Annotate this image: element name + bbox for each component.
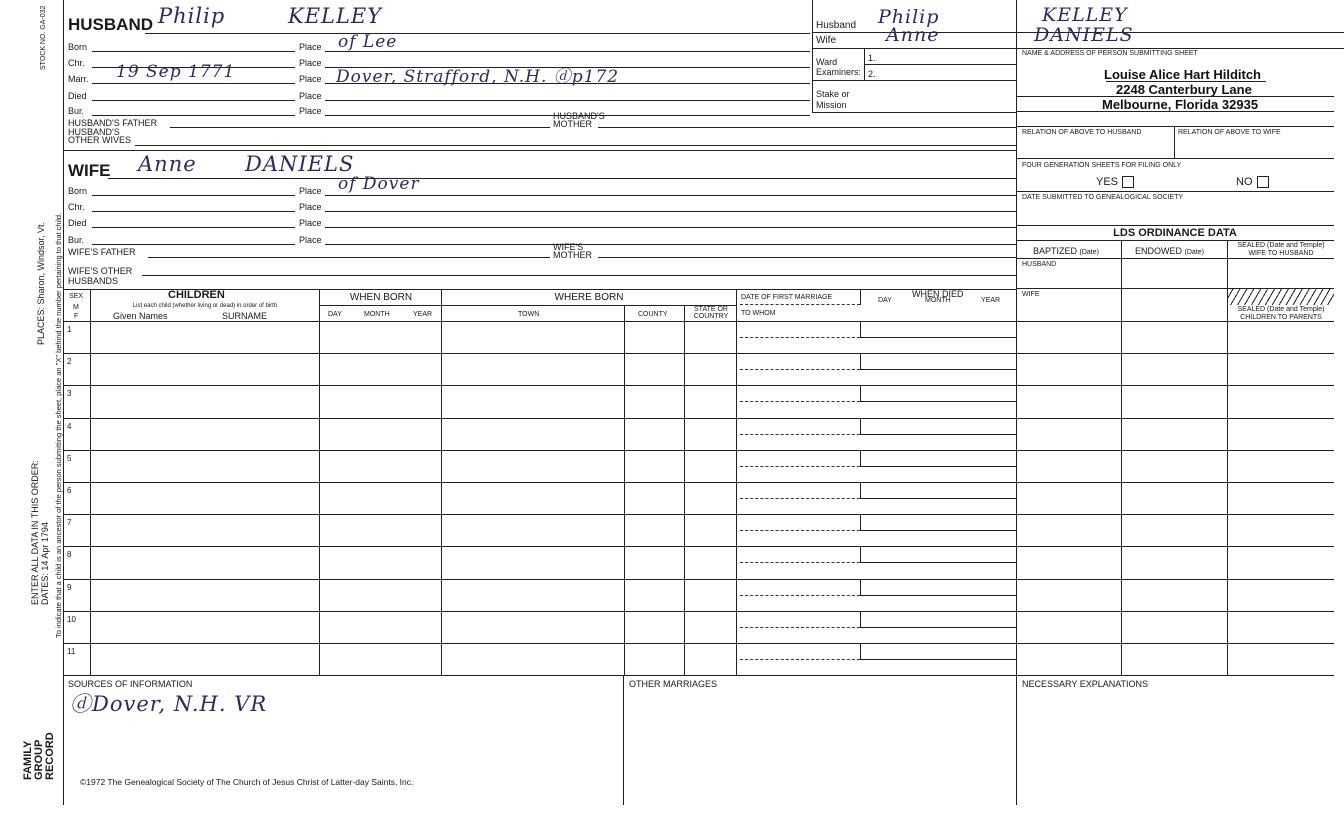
lds-top bbox=[1016, 225, 1334, 226]
given-names-label: Given Names bbox=[113, 311, 168, 321]
child-died-line bbox=[860, 595, 1016, 596]
husband-bur-line bbox=[92, 115, 295, 116]
first-marriage-dash bbox=[740, 304, 860, 305]
form-title-record: RECORD bbox=[44, 732, 56, 780]
husband-marr-place-label: Place bbox=[299, 74, 322, 84]
sealed-wife-label-2: WIFE TO HUSBAND bbox=[1248, 250, 1314, 257]
wife-label: WIFE bbox=[68, 161, 111, 180]
stake-label-2: Mission bbox=[816, 100, 847, 110]
child-marriage-dash bbox=[740, 401, 860, 402]
child-row-divider bbox=[63, 579, 1334, 580]
child-died-divider bbox=[860, 546, 861, 562]
child-died-line bbox=[860, 498, 1016, 499]
wife-other-husbands-label-1: WIFE'S OTHER bbox=[68, 266, 133, 276]
wife-bur-place-line bbox=[325, 244, 1016, 245]
husband-chr-place-label: Place bbox=[299, 58, 322, 68]
examiner-2-line bbox=[812, 80, 1016, 81]
sex-label: SEX bbox=[69, 293, 84, 300]
husband-mother-label-2: MOTHER bbox=[553, 119, 592, 129]
born-day-label: DAY bbox=[328, 311, 342, 318]
examiner-2: 2. bbox=[868, 69, 876, 79]
child-died-line bbox=[860, 659, 1016, 660]
lds-header-bottom bbox=[1016, 258, 1334, 259]
child-row-divider bbox=[63, 611, 1334, 612]
husband-marr-place[interactable]: Dover, Strafford, N.H. ⓓp172 bbox=[336, 67, 620, 87]
endowed-text: ENDOWED bbox=[1135, 246, 1182, 256]
husband-mother-label-1: HUSBAND'S bbox=[553, 111, 605, 121]
wife-father-line bbox=[148, 257, 550, 258]
wife-chr-place-label: Place bbox=[299, 202, 322, 212]
no-checkbox[interactable] bbox=[1257, 176, 1269, 188]
four-gen-yes[interactable] bbox=[1096, 175, 1134, 189]
child-died-divider bbox=[860, 611, 861, 627]
stake-label bbox=[816, 89, 850, 111]
child-marriage-dash bbox=[740, 466, 860, 467]
husband-mother-label bbox=[553, 112, 605, 128]
form-title-family: FAMILY bbox=[22, 740, 34, 780]
wife-died-label: Died bbox=[68, 218, 87, 228]
wife-other-husbands-line bbox=[142, 275, 1016, 276]
child-row-number: 3 bbox=[67, 389, 72, 398]
sealed-children-label-2: CHILDREN TO PARENTS bbox=[1240, 314, 1322, 321]
state-label-1: STATE OR bbox=[694, 306, 728, 313]
explanations-label: NECESSARY EXPLANATIONS bbox=[1022, 679, 1149, 689]
died-day-label: DAY bbox=[878, 297, 892, 304]
wife-born-place-label: Place bbox=[299, 186, 322, 196]
child-row-number: 5 bbox=[67, 454, 72, 463]
child-marriage-dash bbox=[740, 595, 860, 596]
child-marriage-dash bbox=[740, 337, 860, 338]
relation-husband-label: RELATION OF ABOVE TO HUSBAND bbox=[1022, 129, 1142, 136]
child-row-number: 1 bbox=[67, 325, 72, 334]
wife-other-husbands-label-2: HUSBANDS bbox=[68, 276, 119, 286]
child-died-divider bbox=[860, 353, 861, 369]
husband-other-wives-line bbox=[135, 145, 1016, 146]
sex-f: F bbox=[74, 313, 79, 320]
born-subheader-line bbox=[320, 305, 736, 306]
child-marriage-dash bbox=[740, 627, 860, 628]
relation-top bbox=[1016, 126, 1334, 127]
died-year-label: YEAR bbox=[981, 297, 1001, 304]
husband-label: HUSBAND bbox=[68, 15, 153, 34]
child-marriage-dash bbox=[740, 562, 860, 563]
wife-section-top bbox=[63, 150, 1016, 151]
born-month-label: MONTH bbox=[364, 311, 390, 318]
husband-father-line bbox=[170, 127, 550, 128]
header-wife-given[interactable]: Anne bbox=[886, 24, 940, 46]
child-row-divider bbox=[63, 353, 1334, 354]
husband-marr-label: Marr. bbox=[68, 74, 89, 84]
wife-born-line bbox=[92, 195, 295, 196]
wife-name-line bbox=[108, 178, 1016, 179]
child-died-line bbox=[860, 466, 1016, 467]
state-label bbox=[686, 306, 736, 320]
wife-mother-line bbox=[598, 257, 1016, 258]
endowed-date-text: (Date) bbox=[1184, 249, 1204, 256]
child-row-number: 8 bbox=[67, 550, 72, 559]
col-died-head bbox=[860, 289, 861, 305]
wife-born-place[interactable]: of Dover bbox=[338, 174, 420, 194]
sources-value[interactable]: ⓓDover, N.H. VR bbox=[70, 692, 268, 716]
child-marriage-dash bbox=[740, 369, 860, 370]
husband-bur-place-label: Place bbox=[299, 106, 322, 116]
husband-bur-label: Bur. bbox=[68, 106, 85, 116]
relation-divider bbox=[1174, 126, 1175, 158]
state-label-2: COUNTRY bbox=[693, 313, 729, 320]
other-marriages-label: OTHER MARRIAGES bbox=[629, 679, 718, 689]
first-marriage-label: DATE OF FIRST MARRIAGE bbox=[741, 294, 833, 301]
husband-name-line bbox=[145, 33, 810, 34]
header-husband-surname[interactable]: KELLEY bbox=[1042, 4, 1128, 26]
child-row-divider bbox=[63, 546, 1334, 547]
submitter-name[interactable]: Louise Alice Hart Hilditch bbox=[1104, 67, 1261, 82]
children-instruction: List each child (whether living or dead) in order of birth bbox=[132, 303, 278, 309]
header-wife-label: Wife bbox=[816, 35, 836, 46]
child-died-line bbox=[860, 530, 1016, 531]
date-submitted-top bbox=[1016, 191, 1334, 192]
husband-marr-date[interactable]: 19 Sep 1771 bbox=[116, 62, 236, 82]
stake-label-1: Stake or bbox=[816, 89, 850, 99]
husband-father-label: HUSBAND'S FATHER bbox=[68, 118, 158, 128]
submitter-address-2[interactable]: Melbourne, Florida 32935 bbox=[1102, 97, 1259, 112]
child-row-number: 4 bbox=[67, 422, 72, 431]
child-marriage-dash bbox=[740, 434, 860, 435]
where-born-label: WHERE BORN bbox=[554, 292, 624, 303]
baptized-label bbox=[1033, 246, 1099, 258]
form-title-group: GROUP bbox=[33, 739, 45, 780]
child-died-line bbox=[860, 369, 1016, 370]
child-died-divider bbox=[860, 579, 861, 595]
submitter-label: NAME & ADDRESS OF PERSON SUBMITTING SHEET bbox=[1022, 50, 1198, 57]
child-marriage-dash bbox=[740, 659, 860, 660]
husband-chr-label: Chr. bbox=[68, 58, 85, 68]
husband-surname[interactable]: KELLEY bbox=[288, 4, 383, 28]
right-section-divider bbox=[1016, 0, 1017, 805]
husband-born-label: Born bbox=[68, 42, 88, 52]
stock-number: STOCK NO. GA-032 bbox=[40, 5, 47, 70]
relation-wife-label: RELATION OF ABOVE TO WIFE bbox=[1178, 129, 1281, 136]
wife-died-place-line bbox=[325, 227, 1016, 228]
sealed-wife-label-1: SEALED (Date and Temple) bbox=[1237, 242, 1325, 249]
wife-bur-line bbox=[92, 244, 295, 245]
husband-died-place-label: Place bbox=[299, 91, 322, 101]
husband-born-place-label: Place bbox=[299, 42, 322, 52]
child-row-number: 7 bbox=[67, 518, 72, 527]
header-wife-surname[interactable]: DANIELS bbox=[1034, 24, 1134, 46]
children-table-bottom bbox=[63, 675, 1334, 676]
four-gen-top bbox=[1016, 158, 1334, 159]
wife-bur-place-label: Place bbox=[299, 235, 322, 245]
child-row-divider bbox=[63, 643, 1334, 644]
wife-father-label: WIFE'S FATHER bbox=[68, 247, 136, 257]
wife-surname[interactable]: DANIELS bbox=[245, 152, 355, 176]
child-died-divider bbox=[860, 643, 861, 659]
examiner-1-line bbox=[864, 64, 1016, 65]
child-row-number: 11 bbox=[67, 647, 76, 656]
husband-other-wives-label bbox=[68, 128, 131, 144]
lds-wife-row: WIFE bbox=[1022, 291, 1040, 298]
four-gen-label: FOUR GENERATION SHEETS FOR FILING ONLY bbox=[1022, 162, 1182, 169]
wife-mother-label-2: MOTHER bbox=[553, 250, 592, 260]
husband-born-line bbox=[92, 51, 295, 52]
child-died-line bbox=[860, 337, 1016, 338]
wife-given-name[interactable]: Anne bbox=[138, 152, 197, 176]
col-town bbox=[624, 305, 625, 675]
lds-header-top bbox=[1016, 240, 1334, 241]
child-row-divider bbox=[63, 418, 1334, 419]
instruction-enter-order: ENTER ALL DATA IN THIS ORDER: bbox=[30, 460, 40, 605]
born-year-label: YEAR bbox=[413, 311, 433, 318]
child-died-divider bbox=[860, 321, 861, 337]
wife-died-line bbox=[92, 227, 295, 228]
surname-label: SURNAME bbox=[222, 311, 268, 321]
wife-chr-line bbox=[92, 211, 295, 212]
child-row-number: 6 bbox=[67, 486, 72, 495]
four-gen-no[interactable] bbox=[1236, 175, 1269, 189]
baptized-date-text: (Date) bbox=[1079, 249, 1099, 256]
instruction-dates: DATES: 14 Apr 1794 bbox=[40, 522, 50, 605]
wife-died-place-label: Place bbox=[299, 218, 322, 228]
wife-mother-label bbox=[553, 243, 592, 259]
yes-checkbox[interactable] bbox=[1122, 176, 1134, 188]
stake-line bbox=[812, 112, 1016, 113]
ward-label: Ward bbox=[816, 57, 838, 67]
header-husband-label: Husband bbox=[816, 20, 857, 31]
wife-chr-label: Chr. bbox=[68, 202, 85, 212]
husband-other-wives-label-2: OTHER WIVES bbox=[68, 135, 132, 145]
instruction-places: PLACES: Sharon, Windsor, Vt. bbox=[36, 221, 46, 345]
when-died-label: WHEN DIED bbox=[912, 289, 964, 299]
child-died-line bbox=[860, 627, 1016, 628]
child-marriage-dash bbox=[740, 498, 860, 499]
wife-bur-label: Bur. bbox=[68, 235, 85, 245]
husband-given-name[interactable]: Philip bbox=[158, 4, 226, 28]
submitter-address-1[interactable]: 2248 Canterbury Lane bbox=[1116, 82, 1252, 97]
hatched-cell bbox=[1228, 289, 1334, 305]
baptized-text: BAPTIZED bbox=[1033, 246, 1078, 256]
husband-marr-line bbox=[92, 83, 295, 84]
wife-born-label: Born bbox=[68, 186, 88, 196]
sealed-children-label bbox=[1228, 306, 1334, 322]
examiners-label: Examiners: bbox=[816, 67, 862, 77]
child-row-divider bbox=[63, 514, 1334, 515]
child-died-divider bbox=[860, 385, 861, 401]
wife-other-husbands-label bbox=[68, 266, 132, 286]
died-month-label: MONTH bbox=[925, 297, 951, 304]
husband-born-place[interactable]: of Lee bbox=[338, 32, 398, 52]
child-died-divider bbox=[860, 482, 861, 498]
town-label: TOWN bbox=[518, 311, 540, 318]
child-row-divider bbox=[63, 385, 1334, 386]
footer-divider-1 bbox=[623, 675, 624, 805]
husband-died-place-line bbox=[325, 100, 810, 101]
col-county bbox=[684, 305, 685, 675]
wife-mother-label-1: WIFE'S bbox=[553, 242, 584, 252]
child-died-line bbox=[860, 401, 1016, 402]
child-died-line bbox=[860, 434, 1016, 435]
lds-col-1 bbox=[1121, 240, 1122, 675]
child-died-divider bbox=[860, 450, 861, 466]
four-gen-yes-label: YES bbox=[1096, 176, 1119, 188]
child-died-divider bbox=[860, 418, 861, 434]
sources-label: SOURCES OF INFORMATION bbox=[68, 679, 193, 689]
header-husband-given[interactable]: Philip bbox=[878, 6, 940, 28]
child-died-line bbox=[860, 562, 1016, 563]
husband-mother-line bbox=[598, 127, 1016, 128]
county-label: COUNTY bbox=[638, 311, 668, 318]
sex-m: M bbox=[73, 304, 79, 311]
four-gen-no-label: NO bbox=[1236, 176, 1253, 188]
header-divider bbox=[812, 0, 813, 112]
examiner-1: 1. bbox=[868, 53, 876, 63]
to-whom-label: TO WHOM bbox=[741, 310, 776, 317]
child-died-divider bbox=[860, 514, 861, 530]
child-row-number: 10 bbox=[67, 615, 76, 624]
endowed-label bbox=[1135, 246, 1204, 258]
husband-died-line bbox=[92, 100, 295, 101]
child-row-divider bbox=[63, 482, 1334, 483]
lds-title: LDS ORDINANCE DATA bbox=[1113, 227, 1237, 239]
husband-born-place-line bbox=[325, 51, 810, 52]
sealed-children-label-1: SEALED (Date and Temple) bbox=[1237, 306, 1325, 313]
wife-chr-place-line bbox=[325, 211, 1016, 212]
child-row-divider bbox=[63, 450, 1334, 451]
sealed-wife-label bbox=[1228, 242, 1334, 258]
wife-born-place-line bbox=[325, 195, 1016, 196]
header-wife-line bbox=[812, 48, 1344, 49]
child-row-number: 9 bbox=[67, 583, 72, 592]
husband-other-wives-label-1: HUSBAND'S bbox=[68, 127, 120, 137]
child-marriage-dash bbox=[740, 530, 860, 531]
child-row-number: 2 bbox=[67, 357, 72, 366]
husband-died-label: Died bbox=[68, 91, 87, 101]
left-border bbox=[63, 0, 64, 805]
instruction-ancestor: To indicate that a child is an ancestor of the person submitting the sheet, place an "X" behind the number pertaining to that child. bbox=[54, 212, 63, 638]
when-born-label: WHEN BORN bbox=[349, 292, 413, 303]
copyright: ©1972 The Genealogical Society of The Church of Jesus Christ of Latter-day Saints, Inc. bbox=[80, 777, 414, 787]
lds-husband-row: HUSBAND bbox=[1022, 261, 1057, 268]
children-header-bottom bbox=[63, 321, 1334, 322]
date-submitted-label: DATE SUBMITTED TO GENEALOGICAL SOCIETY bbox=[1022, 194, 1184, 201]
children-title: CHILDREN bbox=[168, 289, 225, 301]
